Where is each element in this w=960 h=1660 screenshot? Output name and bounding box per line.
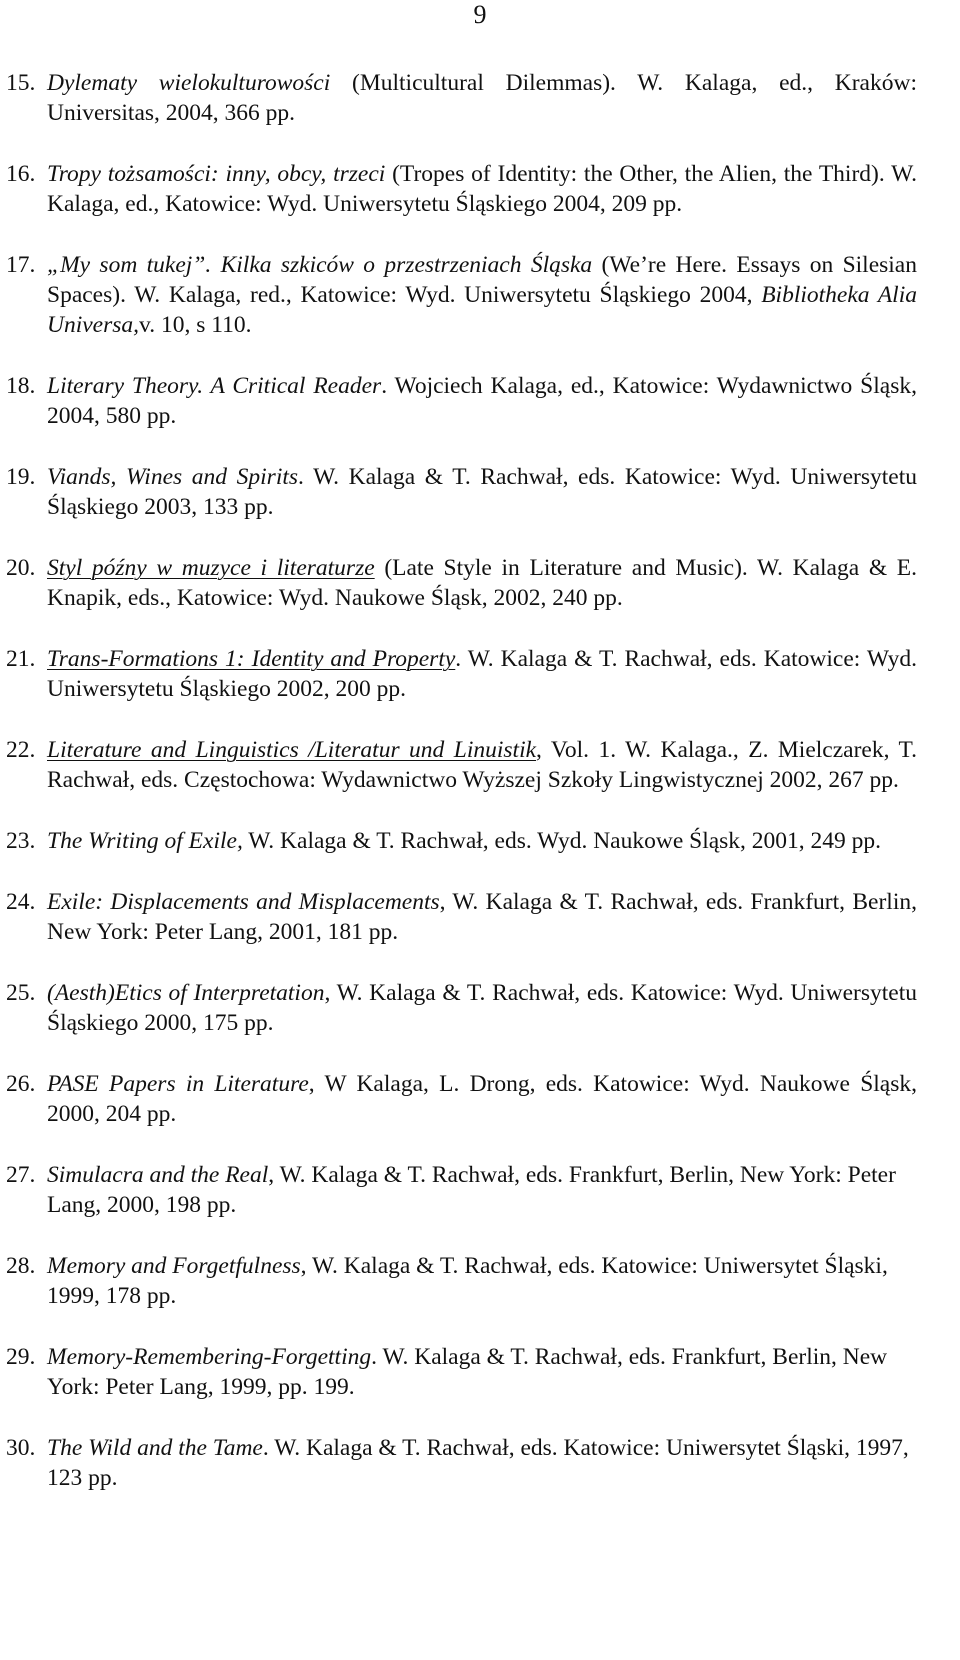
entry-details: , Vol. 1. W. Kalaga., Z. Mielczarek, T. Rachwał, eds. Częstochowa: Wydawnictwo Wyższej Szkoły Lingwistycznej 2002, 267 pp. [47, 737, 917, 793]
bibliography-entry [0, 553, 917, 613]
entry-number: 30. [6, 1435, 36, 1461]
entry-title: „My som tukej”. Kilka szkiców o przestrzeniach Śląska [47, 252, 593, 278]
entry-details: (We’re Here. Essays on Silesian Spaces). W. Kalaga, red., Katowice: Wyd. Uniwersytetu Śląskiego 2004, [47, 252, 917, 308]
entry-details: , W. Kalaga & T. Rachwał, eds. Katowice: Uniwersytet Śląski, 1999, 178 pp. [47, 1253, 888, 1309]
entry-number: 29. [6, 1344, 36, 1370]
entry-number: 21. [6, 646, 36, 672]
bibliography-entry [0, 159, 917, 219]
page-number: 9 [473, 0, 487, 29]
entry-details: . W. Kalaga & T. Rachwał, eds. Frankfurt, Berlin, New York: Peter Lang, 1999, pp. 199. [47, 1344, 888, 1400]
bibliography-entry [0, 826, 917, 856]
entry-title: Memory and Forgetfulness [47, 1253, 301, 1279]
entry-title: Exile: Displacements and Misplacements [47, 889, 440, 915]
bibliography-entry [0, 1342, 917, 1402]
bibliography-entry [0, 978, 917, 1038]
bibliography-entry [0, 1160, 917, 1220]
bibliography-entry [0, 68, 917, 128]
entry-details: . W. Kalaga & T. Rachwał, eds. Katowice: Wyd. Uniwersytetu Śląskiego 2002, 200 pp. [47, 646, 917, 702]
entry-details: . W. Kalaga & T. Rachwał, eds. Katowice: Uniwersytet Śląski, 1997, 123 pp. [47, 1435, 909, 1491]
entry-title: Simulacra and the Real [47, 1162, 269, 1188]
entry-number: 19. [6, 464, 36, 490]
entry-details: . Wojciech Kalaga, ed., Katowice: Wydawnictwo Śląsk, 2004, 580 pp. [47, 373, 917, 429]
entry-number: 20. [6, 555, 36, 581]
entry-number: 25. [6, 980, 36, 1006]
entry-title: Literature and Linguistics /Literatur und Linuistik [47, 737, 537, 763]
bibliography-entry [0, 250, 917, 340]
entry-number: 23. [6, 828, 36, 854]
entry-details: (Late Style in Literature and Music). W. Kalaga & E. Knapik, eds., Katowice: Wyd. Naukowe Śląsk, 2002, 240 pp. [47, 555, 917, 611]
entry-title: The Writing of Exile, [47, 828, 243, 854]
entry-title: Tropy tożsamości: inny, obcy, trzeci [47, 161, 386, 187]
bibliography-entry [0, 371, 917, 431]
entry-number: 26. [6, 1071, 36, 1097]
entry-number: 17. [6, 252, 36, 278]
entry-title: Trans-Formations 1: Identity and Property [47, 646, 456, 672]
entry-series-details: v. 10, s 110. [139, 312, 252, 338]
entry-title: Viands, Wines and Spirits [47, 464, 299, 490]
entry-number: 18. [6, 373, 36, 399]
entry-details: , W. Kalaga & T. Rachwał, eds. Frankfurt, Berlin, New York: Peter Lang, 2001, 181 pp. [47, 889, 917, 945]
entry-details: W. Kalaga & T. Rachwał, eds. Wyd. Naukowe Śląsk, 2001, 249 pp. [242, 828, 882, 854]
entry-details: . W. Kalaga & T. Rachwał, eds. Katowice: Wyd. Uniwersytetu Śląskiego 2003, 133 pp. [47, 464, 918, 520]
entry-title: The Wild and the Tame [47, 1435, 263, 1461]
entry-title: Memory-Remembering-Forgetting [47, 1344, 372, 1370]
bibliography-entry [0, 1069, 917, 1129]
entry-number: 24. [6, 889, 36, 915]
entry-details: , W. Kalaga & T. Rachwał, eds. Frankfurt, Berlin, New York: Peter Lang, 2000, 198 pp. [47, 1162, 896, 1218]
entry-number: 27. [6, 1162, 36, 1188]
entry-title: PASE Papers in Literature [47, 1071, 309, 1097]
entry-title: Literary Theory. A Critical Reader [47, 373, 382, 399]
bibliography-entry [0, 644, 917, 704]
entry-title: (Aesth)Etics of Interpretation [47, 980, 325, 1006]
entry-number: 28. [6, 1253, 36, 1279]
entry-details: (Multicultural Dilemmas). W. Kalaga, ed., Kraków: Universitas, 2004, 366 pp. [47, 70, 917, 126]
entry-details: (Tropes of Identity: the Other, the Alien, the Third). W. Kalaga, ed., Katowice: Wyd. Uniwersytetu Śląskiego 2004, 209 pp. [47, 161, 917, 217]
entry-title: Dylematy wielokulturowości [47, 70, 331, 96]
bibliography-entry [0, 462, 917, 522]
entry-number: 16. [6, 161, 36, 187]
bibliography-entry [0, 887, 917, 947]
entry-series-title: Bibliotheka Alia Universa, [47, 282, 917, 338]
entry-title: Styl późny w muzyce i literaturze [47, 555, 375, 581]
entry-number: 22. [6, 737, 36, 763]
bibliography-entry [0, 735, 917, 795]
entry-number: 15. [6, 70, 36, 96]
bibliography-entry [0, 1251, 917, 1311]
entry-details: , W Kalaga, L. Drong, eds. Katowice: Wyd. Naukowe Śląsk, 2000, 204 pp. [47, 1071, 917, 1127]
bibliography-list [0, 68, 960, 1524]
bibliography-entry [0, 1433, 917, 1493]
entry-details: , W. Kalaga & T. Rachwał, eds. Katowice: Wyd. Uniwersytetu Śląskiego 2000, 175 pp. [47, 980, 918, 1036]
